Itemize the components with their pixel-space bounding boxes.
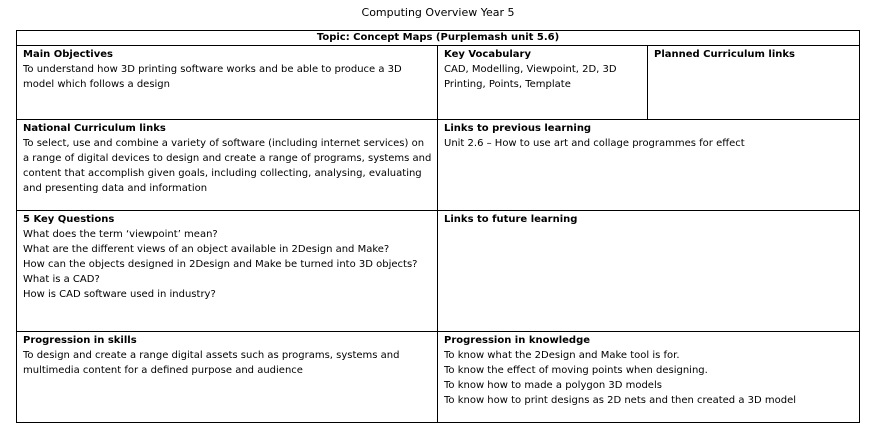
key-question-item: How can the objects designed in 2Design and Make be turned into 3D objects? <box>23 259 418 270</box>
national-curriculum-links-cell <box>17 120 438 211</box>
key-question-item: How is CAD software used in industry? <box>23 289 216 300</box>
key-vocabulary-heading: Key Vocabulary <box>444 49 531 60</box>
progression-skills-cell <box>17 332 438 423</box>
progression-knowledge-heading: Progression in knowledge <box>444 335 591 346</box>
planned-curriculum-links-cell <box>648 46 860 120</box>
main-objectives-text: To understand how 3D printing software works and be able to produce a 3D model which follows a design <box>23 64 402 90</box>
progression-knowledge-item: To know what the 2Design and Make tool is for. <box>444 350 680 361</box>
planned-curriculum-links-heading: Planned Curriculum links <box>654 49 795 60</box>
progression-skills-text: To design and create a range digital assets such as programs, systems and multimedia content for a defined purpose and audience <box>23 350 400 376</box>
progression-skills-heading: Progression in skills <box>23 335 137 346</box>
national-curriculum-links-text: To select, use and combine a variety of software (including internet services) on a range of digital devices to design and create a range of programs, systems and content that accomplish given goals, including collecting, analysing, evaluating and presenting data and information <box>23 138 432 194</box>
topic-header: Topic: Concept Maps (Purplemash unit 5.6) <box>17 31 860 46</box>
links-future-learning-cell <box>438 211 860 332</box>
progression-knowledge-item: To know how to made a polygon 3D models <box>444 380 662 391</box>
overview-table <box>16 30 860 423</box>
key-question-item: What does the term ‘viewpoint’ mean? <box>23 229 218 240</box>
key-questions-cell <box>17 211 438 332</box>
links-future-learning-heading: Links to future learning <box>444 214 578 225</box>
key-vocabulary-line: CAD, Modelling, Viewpoint, 2D, 3D <box>444 64 617 75</box>
progression-knowledge-cell <box>438 332 860 423</box>
national-curriculum-links-heading: National Curriculum links <box>23 123 166 134</box>
key-question-item: What is a CAD? <box>23 274 100 285</box>
main-objectives-heading: Main Objectives <box>23 49 113 60</box>
key-question-item: What are the different views of an object available in 2Design and Make? <box>23 244 390 255</box>
key-vocabulary-line: Printing, Points, Template <box>444 79 571 90</box>
links-previous-learning-heading: Links to previous learning <box>444 123 592 134</box>
links-previous-learning-cell <box>438 120 860 211</box>
progression-knowledge-item: To know the effect of moving points when designing. <box>444 365 708 376</box>
progression-knowledge-item: To know how to print designs as 2D nets and then created a 3D model <box>444 395 797 406</box>
key-vocabulary-cell <box>438 46 648 120</box>
main-objectives-cell <box>17 46 438 120</box>
document-title: Computing Overview Year 5 <box>361 6 515 19</box>
key-questions-heading: 5 Key Questions <box>23 214 115 225</box>
links-previous-learning-text: Unit 2.6 – How to use art and collage programmes for effect <box>444 138 745 149</box>
